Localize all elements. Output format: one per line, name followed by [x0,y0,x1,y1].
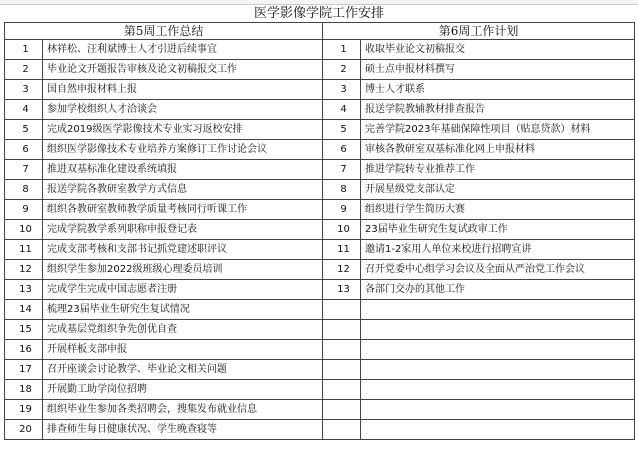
table-row [5,380,635,400]
week5-item-number[interactable]: 17 [5,360,43,380]
table-row [5,360,635,380]
page-title: 医学影像学院工作安排 [253,6,384,21]
week5-item-number[interactable]: 10 [5,220,43,240]
week5-item-number[interactable]: 3 [5,80,43,100]
week6-item-number[interactable]: 3 [323,80,361,100]
week5-item-text[interactable]: 组织毕业生参加各类招聘会，搜集发布就业信息 [43,400,323,420]
week5-item-text[interactable]: 完成2019级医学影像技术专业实习返校安排 [43,120,323,140]
week5-item-number[interactable]: 20 [5,420,43,440]
week6-item-text[interactable]: 收取毕业论文初稿报交 [361,40,635,60]
week6-item-number[interactable]: 5 [323,120,361,140]
week6-item-number[interactable]: 12 [323,260,361,280]
week5-item-text[interactable]: 组织医学影像技术专业培养方案修订工作讨论会议 [43,140,323,160]
week5-item-number[interactable]: 2 [5,60,43,80]
week6-item-number[interactable]: 9 [323,200,361,220]
table-row [5,320,635,340]
work-schedule-table [4,22,635,440]
table-row [5,140,635,160]
week5-item-number[interactable]: 14 [5,300,43,320]
week6-item-text[interactable] [361,420,635,440]
week6-item-text[interactable]: 开展星级党支部认定 [361,180,635,200]
table-body [5,40,635,440]
week5-item-text[interactable]: 参加学校组织人才洽谈会 [43,100,323,120]
table-row [5,200,635,220]
week6-item-text[interactable]: 邀请1-2家用人单位来校进行招聘宣讲 [361,240,635,260]
week6-item-number[interactable] [323,380,361,400]
table-row [5,420,635,440]
table-row [5,260,635,280]
week6-item-text[interactable] [361,400,635,420]
table-row [5,220,635,240]
week5-item-number[interactable]: 5 [5,120,43,140]
table-row [5,240,635,260]
week6-item-text[interactable] [361,360,635,380]
week5-item-number[interactable]: 19 [5,400,43,420]
week5-item-text[interactable]: 报送学院各教研室教学方式信息 [43,180,323,200]
week5-item-number[interactable]: 6 [5,140,43,160]
week6-item-number[interactable]: 4 [323,100,361,120]
week5-item-number[interactable]: 7 [5,160,43,180]
week5-item-text[interactable]: 召开座谈会讨论教学、毕业论文相关问题 [43,360,323,380]
week6-item-text[interactable]: 硕士点申报材料撰写 [361,60,635,80]
week5-item-text[interactable]: 组织各教研室教师教学质量考核同行听课工作 [43,200,323,220]
table-row [5,300,635,320]
week6-item-text[interactable] [361,300,635,320]
week5-item-number[interactable]: 9 [5,200,43,220]
week6-item-number[interactable]: 11 [323,240,361,260]
week5-item-text[interactable]: 开展勤工助学岗位招聘 [43,380,323,400]
week6-item-number[interactable] [323,360,361,380]
week6-item-text[interactable] [361,380,635,400]
table-row [5,160,635,180]
week5-item-text[interactable]: 完成支部考核和支部书记抓党建述职评议 [43,240,323,260]
week6-item-text[interactable]: 推进学院转专业推荐工作 [361,160,635,180]
week5-item-number[interactable]: 15 [5,320,43,340]
week6-item-text[interactable] [361,320,635,340]
week6-item-number[interactable]: 7 [323,160,361,180]
week6-item-number[interactable]: 10 [323,220,361,240]
week5-item-number[interactable]: 13 [5,280,43,300]
week6-item-number[interactable] [323,320,361,340]
week5-item-number[interactable]: 11 [5,240,43,260]
week5-item-text[interactable]: 林祥松、汪利斌博士人才引进后续事宜 [43,40,323,60]
week6-item-text[interactable]: 23届毕业生研究生复试政审工作 [361,220,635,240]
week5-item-text[interactable]: 国自然申报材料上报 [43,80,323,100]
week5-summary-header: 第5周工作总结 [5,23,323,40]
week6-item-text[interactable]: 组织进行学生简历大赛 [361,200,635,220]
week6-item-number[interactable] [323,340,361,360]
table-row [5,80,635,100]
week6-item-number[interactable]: 2 [323,60,361,80]
table-row [5,100,635,120]
week6-item-text[interactable]: 审核各教研室双基标准化网上申报材料 [361,140,635,160]
week5-item-text[interactable]: 完成基层党组织争先创优自查 [43,320,323,340]
table-row [5,120,635,140]
table-row [5,340,635,360]
week6-item-number[interactable] [323,420,361,440]
week6-item-text[interactable] [361,340,635,360]
week5-item-number[interactable]: 8 [5,180,43,200]
week6-item-text[interactable]: 博士人才联系 [361,80,635,100]
week5-item-text[interactable]: 开展样板支部申报 [43,340,323,360]
header-row [5,23,635,40]
table-row [5,40,635,60]
week5-item-number[interactable]: 1 [5,40,43,60]
week6-item-text[interactable]: 召开党委中心组学习会议及全面从严治党工作会议 [361,260,635,280]
week5-item-text[interactable]: 梳理23届毕业生研究生复试情况 [43,300,323,320]
table-row [5,400,635,420]
week5-item-text[interactable]: 完成学院教学系列职称申报登记表 [43,220,323,240]
week6-item-text[interactable]: 各部门交办的其他工作 [361,280,635,300]
week6-plan-header: 第6周工作计划 [323,23,635,40]
week5-item-text[interactable]: 推进双基标准化建设系统填报 [43,160,323,180]
week6-item-number[interactable]: 13 [323,280,361,300]
week5-item-number[interactable]: 16 [5,340,43,360]
week5-item-number[interactable]: 18 [5,380,43,400]
week6-item-number[interactable] [323,400,361,420]
week5-item-text[interactable]: 毕业论文开题报告审核及论文初稿报交工作 [43,60,323,80]
week5-item-text[interactable]: 组织学生参加2022级班级心理委员培训 [43,260,323,280]
week6-item-text[interactable]: 完善学院2023年基础保障性项目（贴息贷款）材料 [361,120,635,140]
week6-item-number[interactable]: 8 [323,180,361,200]
week6-item-number[interactable]: 1 [323,40,361,60]
week6-item-number[interactable]: 6 [323,140,361,160]
week5-item-number[interactable]: 12 [5,260,43,280]
week5-item-text[interactable]: 排查师生每日健康状况、学生晚查寝等 [43,420,323,440]
week6-item-number[interactable] [323,300,361,320]
week6-item-text[interactable]: 报送学院教辅教材排查报告 [361,100,635,120]
week5-item-text[interactable]: 完成学生完成中国志愿者注册 [43,280,323,300]
table-row [5,180,635,200]
table-row [5,60,635,80]
week5-item-number[interactable]: 4 [5,100,43,120]
table-row [5,280,635,300]
